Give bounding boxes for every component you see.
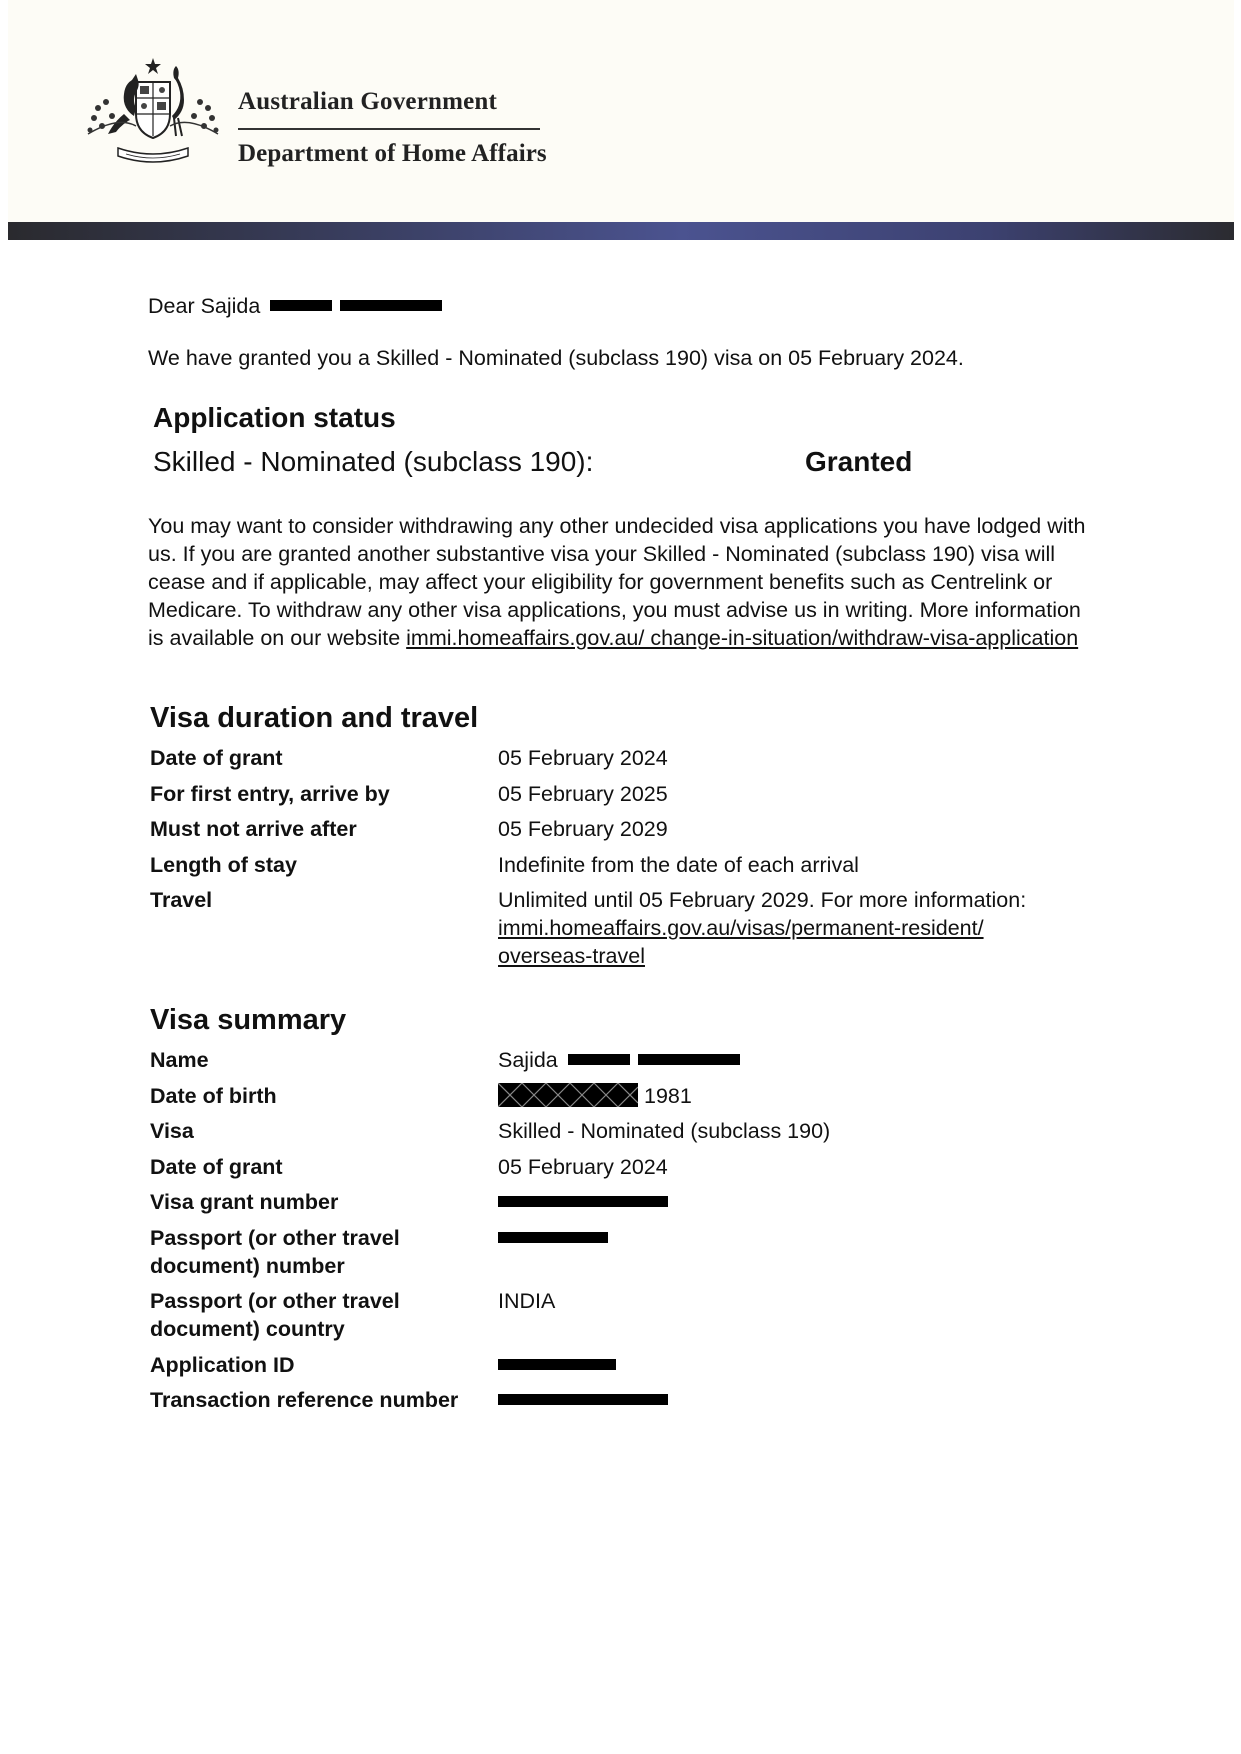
- row-value: [498, 1351, 1078, 1379]
- row-label: Passport (or other travel document) number: [150, 1225, 400, 1278]
- redacted-date-box: [498, 1083, 638, 1107]
- row-label: For first entry, arrive by: [150, 781, 390, 806]
- travel-text: Unlimited until 05 February 2029. For more information:: [498, 888, 1027, 912]
- name-value: Sajida: [498, 1048, 558, 1072]
- visa-summary-table: [150, 1046, 1100, 1422]
- row-value: [498, 1046, 1078, 1074]
- row-value: [498, 1082, 1078, 1110]
- table-row: [150, 1188, 1100, 1216]
- withdrawal-advice: [148, 512, 1088, 652]
- agency-line2: Department of Home Affairs: [238, 139, 547, 167]
- redaction-bar: [568, 1054, 630, 1065]
- visa-duration-heading: Visa duration and travel: [150, 702, 479, 734]
- row-label: Visa: [150, 1119, 194, 1143]
- row-label: Must not arrive after: [150, 817, 357, 841]
- table-row: [150, 780, 1100, 808]
- row-label: Application ID: [150, 1352, 295, 1377]
- row-value: 05 February 2029: [498, 817, 668, 841]
- row-label: Name: [150, 1048, 209, 1072]
- table-row: [150, 1117, 1100, 1145]
- table-row: [150, 1224, 1100, 1280]
- row-value: [498, 1386, 1078, 1414]
- header-color-band: [8, 222, 1234, 240]
- row-label: Visa grant number: [150, 1190, 339, 1214]
- visa-summary-heading: Visa summary: [150, 1004, 347, 1036]
- agency-divider: [238, 128, 540, 130]
- redaction-bar: [498, 1232, 608, 1243]
- greeting-text: Dear Sajida: [148, 294, 261, 318]
- row-label: Length of stay: [150, 852, 297, 877]
- overseas-travel-link[interactable]: immi.homeaffairs.gov.au/visas/permanent-resident/ overseas-travel: [498, 916, 984, 968]
- row-label: Date of birth: [150, 1083, 277, 1108]
- redaction-bar: [498, 1196, 668, 1207]
- row-value: 05 February 2024: [498, 1154, 668, 1179]
- greeting: [148, 292, 442, 320]
- application-status-value: Granted: [805, 446, 913, 477]
- table-row: [150, 815, 1100, 843]
- row-value: [498, 886, 1078, 970]
- row-value: Skilled - Nominated (subclass 190): [498, 1119, 831, 1143]
- table-row: [150, 1046, 1100, 1074]
- grant-notice: We have granted you a Skilled - Nominated (subclass 190) visa on 05 February 2024.: [148, 346, 964, 370]
- application-status-label: Skilled - Nominated (subclass 190):: [153, 446, 594, 477]
- row-label: Passport (or other travel document) country: [150, 1289, 400, 1341]
- coat-of-arms-icon: [78, 56, 228, 168]
- table-row: [150, 886, 1100, 970]
- table-row: [150, 1153, 1100, 1181]
- agency-line1: Australian Government: [238, 88, 498, 115]
- table-row: [150, 1082, 1100, 1110]
- redaction-bar: [498, 1359, 616, 1370]
- row-value: INDIA: [498, 1289, 556, 1313]
- redaction-bar: [270, 300, 332, 311]
- advice-text: You may want to consider withdrawing any other undecided visa applications you have lodged with us. If you are granted another substantive visa your Skilled - Nominated (subclass 190) visa will cease and if applicable, may affect your eligibility for government benefits such as Centrelink or Medicare. To withdraw any other visa applications, you must advise us in writing. More information is available on our website: [148, 514, 1086, 650]
- row-value: [498, 1224, 1078, 1280]
- table-row: [150, 1287, 1100, 1343]
- table-row: [150, 1386, 1100, 1414]
- row-value: 05 February 2025: [498, 781, 668, 806]
- birth-year: 1981: [643, 1083, 692, 1108]
- row-label: Date of grant: [150, 1154, 283, 1179]
- redaction-bar: [340, 300, 442, 311]
- row-label: Travel: [150, 888, 213, 912]
- row-value: [498, 1188, 1078, 1216]
- agency-name: [238, 88, 547, 168]
- application-status-heading: Application status: [153, 402, 396, 433]
- withdraw-visa-link[interactable]: immi.homeaffairs.gov.au/ change-in-situation/withdraw-visa-application: [406, 626, 1079, 650]
- row-value: Indefinite from the date of each arrival: [498, 852, 859, 877]
- table-row: [150, 744, 1100, 772]
- redaction-bar: [638, 1054, 740, 1065]
- letterhead: [8, 0, 1234, 222]
- table-row: [150, 851, 1100, 879]
- row-value: 05 February 2024: [498, 746, 668, 770]
- redaction-bar: [498, 1394, 668, 1405]
- row-label: Date of grant: [150, 746, 283, 770]
- table-row: [150, 1351, 1100, 1379]
- visa-duration-table: [150, 744, 1100, 978]
- row-label: Transaction reference number: [150, 1388, 459, 1412]
